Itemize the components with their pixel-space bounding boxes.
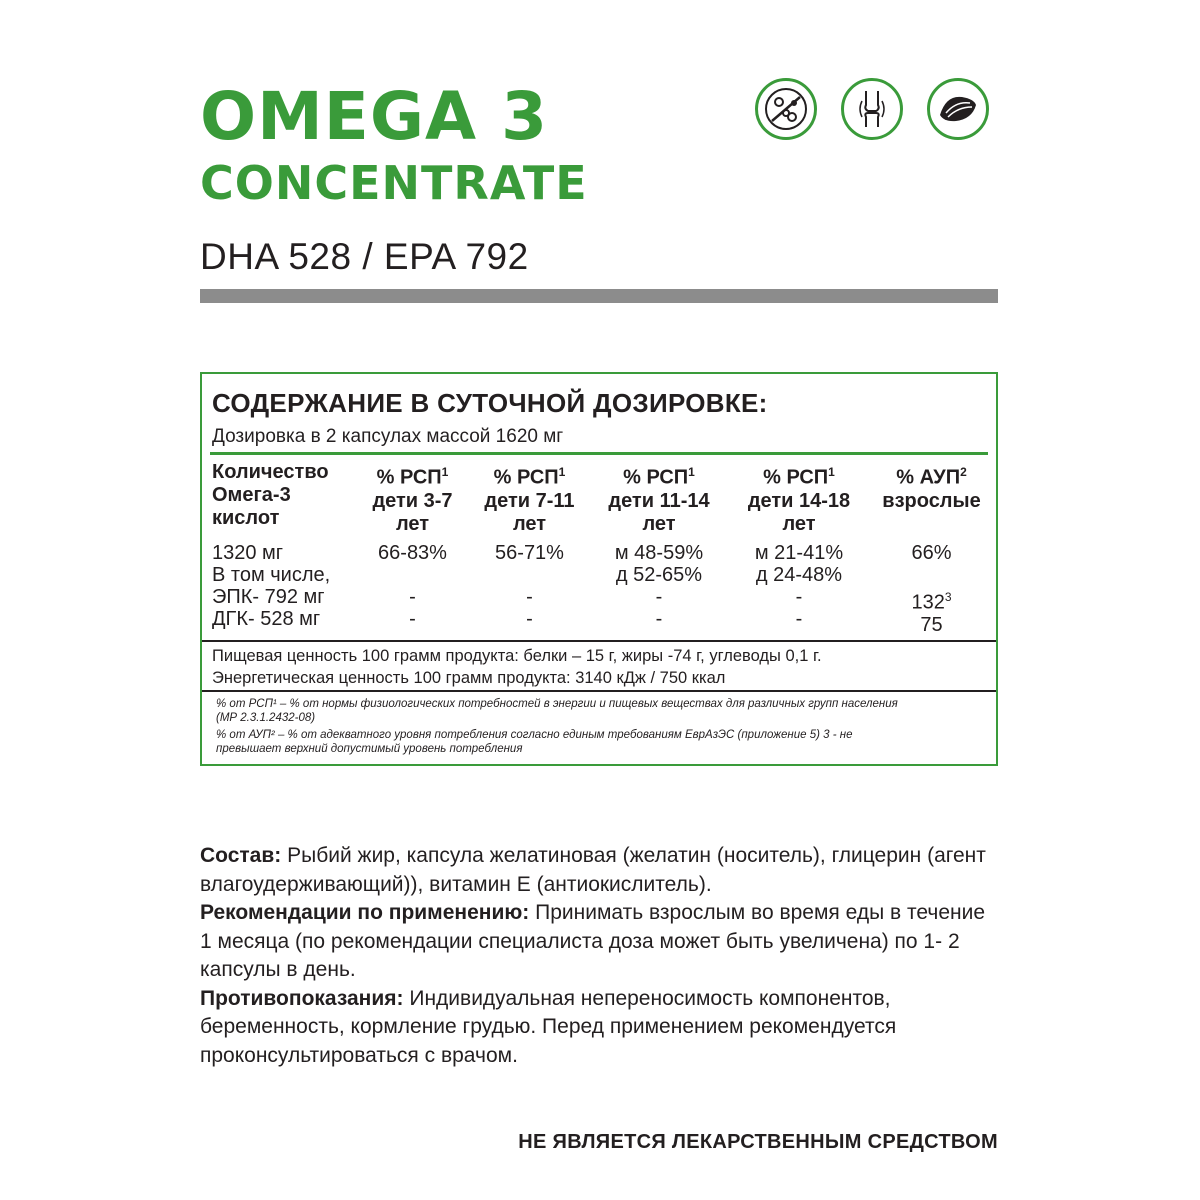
disclaimer: НЕ ЯВЛЯЕТСЯ ЛЕКАРСТВЕННЫМ СРЕДСТВОМ: [518, 1131, 998, 1153]
rsp-7-11-column: 56-71% - -: [495, 542, 564, 630]
rsp-14-18-column: м 21-41% д 24-48% - -: [754, 542, 844, 630]
energy-value: Энергетическая ценность 100 грамм продукта: 3140 кДж / 750 ккал: [212, 669, 726, 687]
nutrition-value: Пищевая ценность 100 грамм продукта: белки – 15 г, жиры -74 г, углеводы 0,1 г.: [212, 647, 822, 665]
aup-adults-column: 66% $132^3$ 75: [911, 542, 952, 636]
panel-title: СОДЕРЖАНИЕ В СУТОЧНОЙ ДОЗИРОВКЕ:: [212, 388, 768, 418]
header-rsp-7-11: % РСП$^1$ дети 7-11 лет: [484, 465, 575, 535]
composition-paragraph: Состав: Рыбий жир, капсула желатиновая (желатин (носитель), глицерин (агент влагоудерживающий)), витамин Е (антиокислитель).: [200, 844, 986, 896]
supplement-facts-panel: [200, 372, 998, 766]
contraindications-paragraph: Противопоказания: Индивидуальная непереносимость компонентов, беременность, кормление грудью. Перед применением рекомендуется проконсультироваться с врачом.: [200, 986, 897, 1067]
decorative-divider-bar: [200, 289, 998, 303]
rsp-11-14-column: м 48-59% д 52-65% - -: [614, 542, 704, 630]
dosage-info: Дозировка в 2 капсулах массой 1620 мг: [212, 426, 564, 447]
header-rsp-14-18: % РСП$^1$ дети 14-18 лет: [747, 465, 851, 535]
header-quantity: Количество Омега-3 кислот: [212, 461, 329, 529]
table-divider-1: [202, 640, 996, 642]
panel-divider: [210, 452, 988, 455]
muscle-icon: [927, 78, 989, 140]
brain-neuron-icon: [755, 78, 817, 140]
rsp-3-7-column: 66-83% - -: [378, 542, 447, 630]
product-subtitle: DHA 528 / EPA 792: [200, 236, 529, 277]
product-title-line1: OMEGA 3: [200, 78, 549, 155]
quantity-column: 1320 мг В том числе, ЭПК- 792 мг ДГК- 528 мг: [212, 542, 331, 630]
footnote-2: % от АУП² – % от адекватного уровня потребления согласно единым требованиям ЕврАзЭС (приложение 5) 3 - не: [216, 729, 853, 741]
usage-paragraph: Рекомендации по применению: Принимать взрослым во время еды в течение 1 месяца (по рекомендации специалиста доза может быть увеличена) по 1- 2 капсулы в день.: [200, 901, 986, 981]
product-description: [200, 842, 1000, 1070]
footnote-2-cont: превышает верхний допустимый уровень потребления: [216, 743, 523, 755]
joint-icon: [841, 78, 903, 140]
table-divider-2: [202, 690, 996, 692]
header-rsp-11-14: % РСП$^1$ дети 11-14 лет: [608, 465, 710, 535]
benefit-icons: [755, 78, 989, 140]
footnote-1-ref: (МР 2.3.1.2432-08): [216, 712, 316, 724]
footnote-1: % от РСП¹ – % от нормы физиологических потребностей в энергии и пищевых веществах для различных групп населения: [216, 698, 898, 710]
product-title-line2: CONCENTRATE: [200, 156, 588, 210]
header-aup-adults: % АУП$^2$ взрослые: [882, 465, 981, 512]
header-rsp-3-7: % РСП$^1$ дети 3-7 лет: [372, 465, 453, 535]
